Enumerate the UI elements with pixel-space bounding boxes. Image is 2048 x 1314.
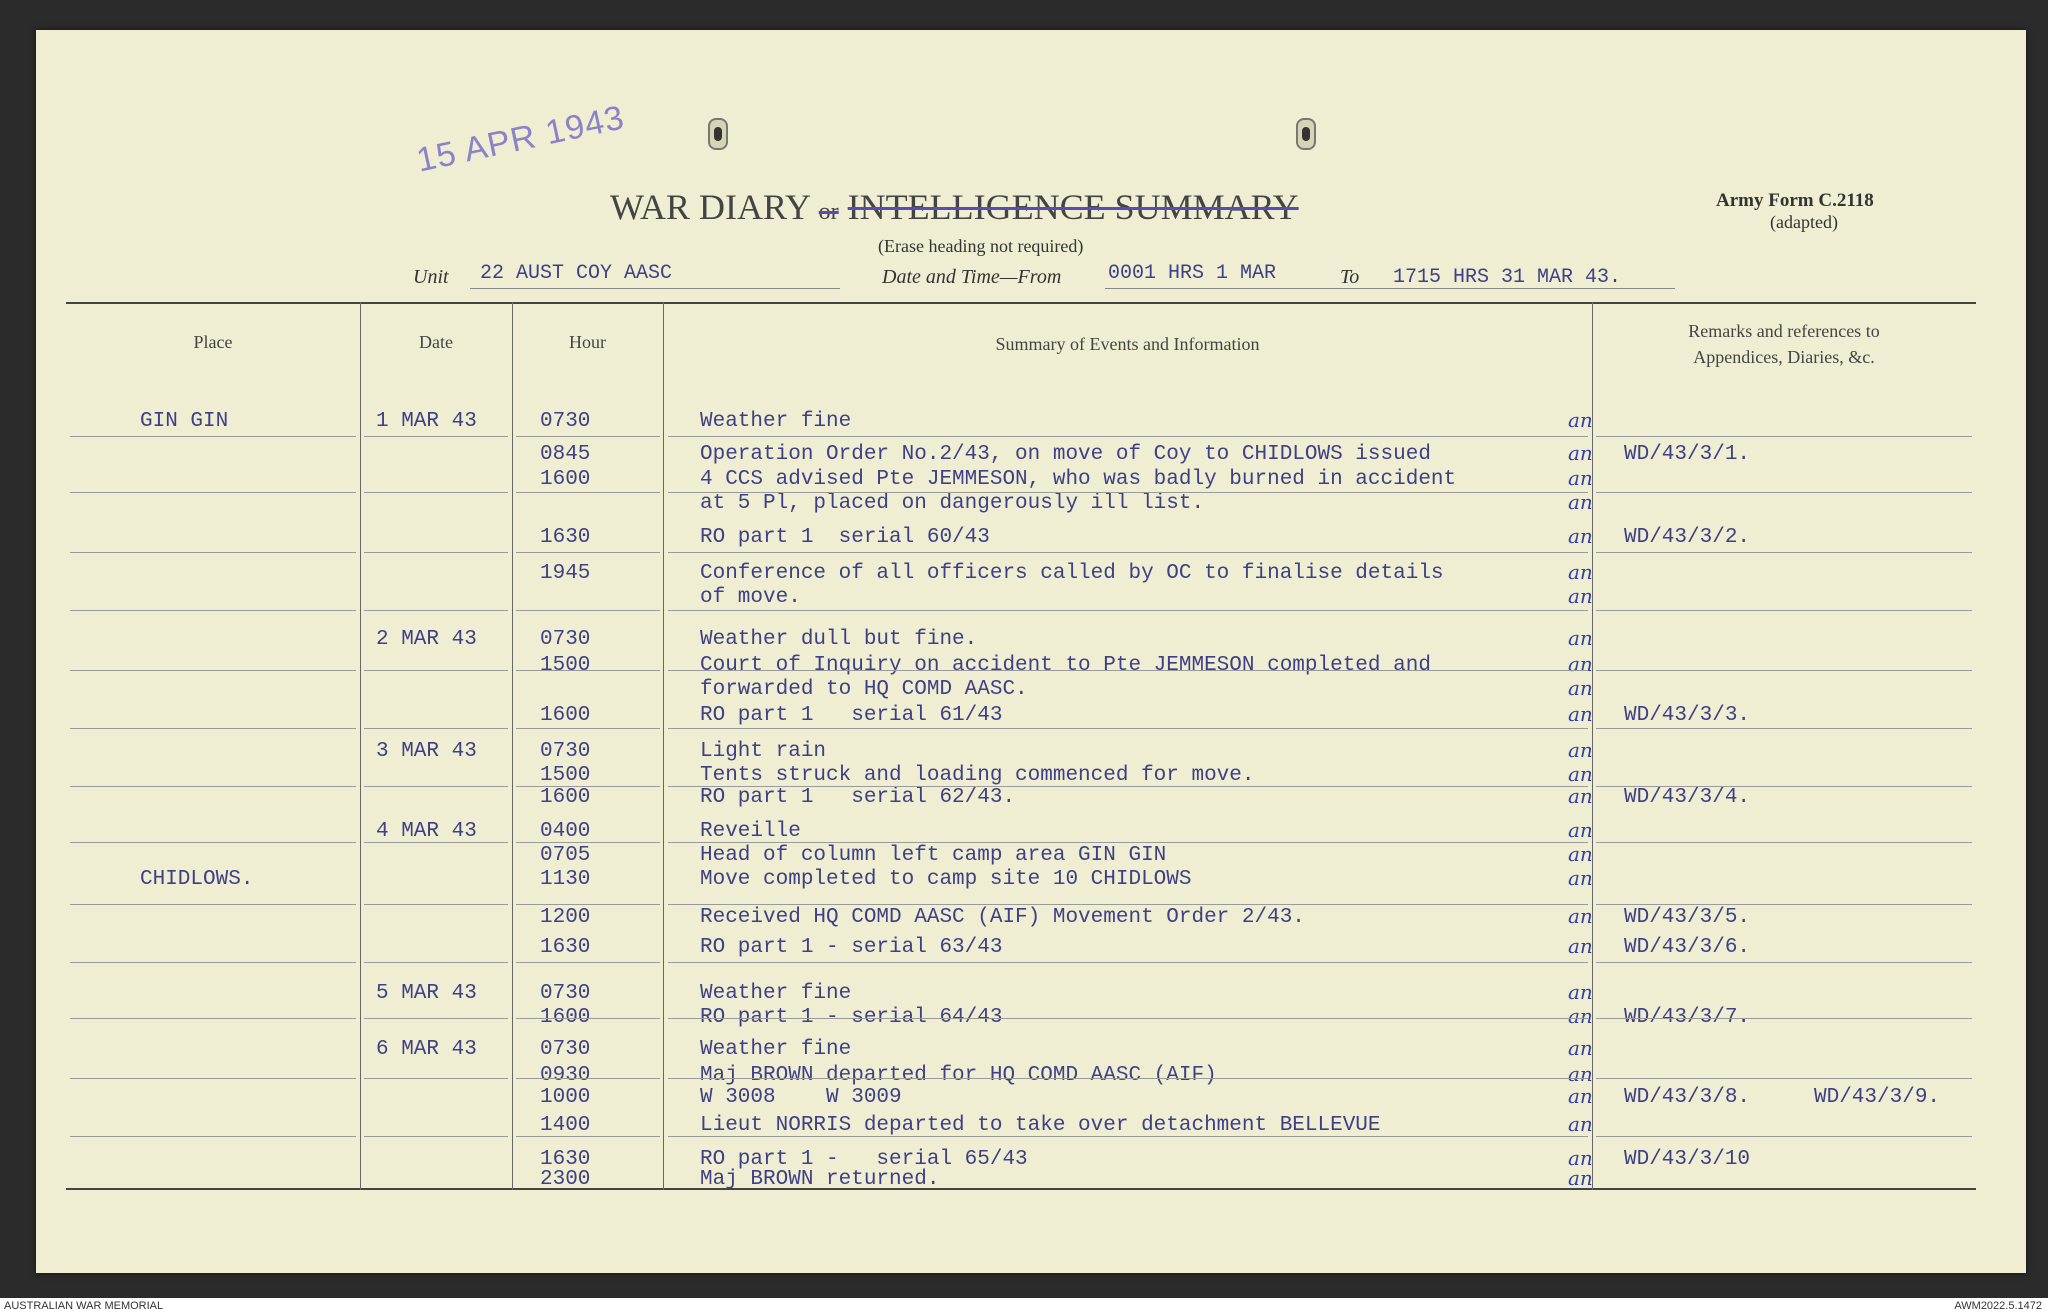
ruled-line [70,786,356,787]
entry-remark: WD/43/3/10 [1624,1148,1751,1171]
entry-summary: Maj BROWN returned. [700,1168,940,1191]
handwritten-initials: an [1568,934,1593,958]
handwritten-initials: an [1568,1112,1593,1136]
entry-summary: Weather fine [700,410,852,433]
ruled-line [364,904,508,905]
entry-hour: 1200 [540,906,591,929]
table-bottom-rule [66,1188,1976,1190]
date-time-underline [1105,288,1675,289]
ruled-line [1596,962,1972,963]
ruled-line [516,962,660,963]
title-or-struck: or [818,199,839,225]
handwritten-initials: an [1568,1004,1593,1028]
handwritten-initials: an [1568,524,1593,548]
column-divider [663,302,664,1190]
table-top-rule [66,302,1976,304]
date-time-label: Date and Time—From [882,266,1062,288]
ruled-line [1596,492,1972,493]
remarks-header-line-2: Appendices, Diaries, &c. [1693,347,1875,367]
entry-hour: 1130 [540,868,591,891]
ruled-line [516,728,660,729]
ruled-line [668,842,1588,843]
ruled-line [70,436,356,437]
ruled-line [70,728,356,729]
page-title [610,186,1299,228]
handwritten-initials: an [1568,560,1593,584]
entry-hour: 1630 [540,526,591,549]
entry-hour: 0730 [540,1038,591,1061]
entry-remark: WD/43/3/6. [1624,936,1751,959]
archive-footer [0,1298,2048,1314]
entry-hour: 0730 [540,982,591,1005]
column-header-hour: Hour [569,332,606,352]
ruled-line [668,1018,1588,1019]
ruled-line [364,786,508,787]
unit-label: Unit [413,266,449,288]
handwritten-initials: an [1568,466,1593,490]
entry-hour: 1630 [540,936,591,959]
handwritten-initials: an [1568,762,1593,786]
entry-hour: 1400 [540,1114,591,1137]
handwritten-initials: an [1568,676,1593,700]
column-divider [360,302,361,1190]
unit-underline [470,288,840,289]
footer-institution: AUSTRALIAN WAR MEMORIAL [4,1300,164,1312]
handwritten-initials: an [1568,626,1593,650]
column-header-place: Place [193,332,233,352]
entry-hour: 1600 [540,468,591,491]
ruled-line [364,436,508,437]
ruled-line [70,1136,356,1137]
ruled-line [1596,1078,1972,1079]
entry-summary: Operation Order No.2/43, on move of Coy to CHIDLOWS issued [700,443,1431,466]
entry-summary: Tents struck and loading commenced for move. [700,764,1255,787]
ruled-line [1596,1136,1972,1137]
ruled-line [516,1078,660,1079]
ruled-line [668,1136,1588,1137]
entry-hour: 1500 [540,764,591,787]
ruled-line [516,610,660,611]
entry-summary: Received HQ COMD AASC (AIF) Movement Order 2/43. [700,906,1305,929]
entry-remark: WD/43/3/5. [1624,906,1751,929]
handwritten-initials: an [1568,866,1593,890]
entry-remark-secondary: WD/43/3/9. [1814,1086,1941,1109]
ruled-line [364,610,508,611]
handwritten-initials: an [1568,784,1593,808]
entry-summary: Weather fine [700,982,852,1005]
ruled-line [516,670,660,671]
ruled-line [668,492,1588,493]
handwritten-initials: an [1568,1062,1593,1086]
ruled-line [1596,904,1972,905]
entry-place: CHIDLOWS. [140,868,254,891]
ruled-line [364,552,508,553]
ruled-line [516,1136,660,1137]
entry-summary: Conference of all officers called by OC to finalise details [700,562,1444,585]
entry-summary: RO part 1 serial 62/43. [700,786,1016,809]
remarks-header-line-1: Remarks and references to [1688,321,1880,341]
ruled-line [668,1078,1588,1079]
handwritten-initials: an [1568,738,1593,762]
entry-summary: Weather dull but fine. [700,628,978,651]
entry-summary: Head of column left camp area GIN GIN [700,844,1167,867]
ruled-line [70,904,356,905]
handwritten-initials: an [1568,818,1593,842]
date-to-value: 1715 HRS 31 MAR 43. [1393,266,1622,289]
ruled-line [364,962,508,963]
handwritten-initials: an [1568,441,1593,465]
unit-value: 22 AUST COY AASC [480,262,673,285]
ruled-line [1596,670,1972,671]
handwritten-initials: an [1568,702,1593,726]
ruled-line [70,670,356,671]
entry-summary: Reveille [700,820,801,843]
ruled-line [70,962,356,963]
entry-summary: RO part 1 - serial 65/43 [700,1148,1028,1171]
entry-summary: 4 CCS advised Pte JEMMESON, who was badly burned in accident [700,468,1457,491]
entry-hour: 1600 [540,704,591,727]
entry-hour: 1000 [540,1086,591,1109]
column-header-date: Date [419,332,453,352]
ruled-line [516,786,660,787]
entry-summary: Move completed to camp site 10 CHIDLOWS [700,868,1192,891]
ruled-line [668,610,1588,611]
entry-hour: 2300 [540,1168,591,1191]
ruled-line [70,610,356,611]
title-intelligence-summary-struck: INTELLIGENCE SUMMARY [847,187,1299,227]
ruled-line [364,1136,508,1137]
ruled-line [516,1018,660,1019]
handwritten-initials: an [1568,490,1593,514]
ruled-line [364,492,508,493]
entry-summary: forwarded to HQ COMD AASC. [700,678,1028,701]
ruled-line [668,962,1588,963]
entry-summary: at 5 Pl, placed on dangerously ill list. [700,492,1205,515]
ruled-line [70,842,356,843]
ruled-line [1596,436,1972,437]
entry-date: 4 MAR 43 [376,820,477,843]
ruled-line [70,1018,356,1019]
ruled-line [516,904,660,905]
entry-hour: 0845 [540,443,591,466]
entry-summary: RO part 1 - serial 64/43 [700,1006,1003,1029]
entry-remark: WD/43/3/8. [1624,1086,1751,1109]
entry-hour: 0730 [540,740,591,763]
column-header-remarks [1592,318,1976,370]
date-from-value: 0001 HRS 1 MAR [1108,262,1277,285]
entry-date: 1 MAR 43 [376,410,477,433]
handwritten-initials: an [1568,1146,1593,1170]
entry-hour: 0400 [540,820,591,843]
ruled-line [668,728,1588,729]
ruled-line [364,670,508,671]
entry-date: 3 MAR 43 [376,740,477,763]
entry-hour: 0730 [540,410,591,433]
punch-hole-left [708,118,728,150]
punch-hole-right [1296,118,1316,150]
received-date-stamp: 15 APR 1943 [413,98,628,180]
entry-summary: RO part 1 serial 61/43 [700,704,1003,727]
handwritten-initials: an [1568,652,1593,676]
ruled-line [1596,728,1972,729]
ruled-line [364,1018,508,1019]
entry-date: 5 MAR 43 [376,982,477,1005]
entry-hour: 1500 [540,654,591,677]
entry-hour: 0730 [540,628,591,651]
ruled-line [516,842,660,843]
ruled-line [1596,552,1972,553]
entry-remark: WD/43/3/3. [1624,704,1751,727]
entry-summary: W 3008 W 3009 [700,1086,902,1109]
entry-remark: WD/43/3/1. [1624,443,1751,466]
footer-accession-number: AWM2022.5.1472 [1954,1300,2042,1312]
handwritten-initials: an [1568,1084,1593,1108]
ruled-line [70,1078,356,1079]
handwritten-initials: an [1568,842,1593,866]
handwritten-initials: an [1568,904,1593,928]
ruled-line [1596,842,1972,843]
ruled-line [1596,786,1972,787]
handwritten-initials: an [1568,408,1593,432]
ruled-line [364,728,508,729]
entry-summary: Court of Inquiry on accident to Pte JEMMESON completed and [700,654,1431,677]
ruled-line [668,436,1588,437]
ruled-line [668,670,1588,671]
column-divider [512,302,513,1190]
entry-hour: 1600 [540,1006,591,1029]
entry-hour: 1630 [540,1148,591,1171]
ruled-line [668,904,1588,905]
ruled-line [668,786,1588,787]
ruled-line [1596,1018,1972,1019]
handwritten-initials: an [1568,980,1593,1004]
entry-remark: WD/43/3/4. [1624,786,1751,809]
title-war-diary: WAR DIARY [610,187,810,227]
handwritten-initials: an [1568,1166,1593,1190]
entry-summary: Maj BROWN departed for HQ COMD AASC (AIF) [700,1064,1217,1087]
entry-summary: RO part 1 serial 60/43 [700,526,990,549]
erase-note: (Erase heading not required) [878,236,1084,256]
ruled-line [1596,610,1972,611]
army-form-number: Army Form C.2118 [1716,190,1874,211]
entry-hour: 0705 [540,844,591,867]
entry-date: 2 MAR 43 [376,628,477,651]
entry-hour: 1600 [540,786,591,809]
ruled-line [668,552,1588,553]
entry-hour: 0930 [540,1064,591,1087]
entry-summary: of move. [700,586,801,609]
entry-date: 6 MAR 43 [376,1038,477,1061]
ruled-line [516,492,660,493]
entry-summary: RO part 1 - serial 63/43 [700,936,1003,959]
ruled-line [516,552,660,553]
handwritten-initials: an [1568,1036,1593,1060]
ruled-line [70,552,356,553]
ruled-line [70,492,356,493]
army-form-adapted: (adapted) [1770,212,1838,232]
ruled-line [364,842,508,843]
entry-remark: WD/43/3/7. [1624,1006,1751,1029]
ruled-line [364,1078,508,1079]
entry-place: GIN GIN [140,410,229,433]
entry-summary: Lieut NORRIS departed to take over detachment BELLEVUE [700,1114,1381,1137]
column-header-summary: Summary of Events and Information [995,334,1260,354]
entry-summary: Light rain [700,740,827,763]
ruled-line [516,436,660,437]
entry-summary: Weather fine [700,1038,852,1061]
entry-hour: 1945 [540,562,591,585]
entry-remark: WD/43/3/2. [1624,526,1751,549]
handwritten-initials: an [1568,584,1593,608]
date-to-label: To [1340,266,1360,288]
